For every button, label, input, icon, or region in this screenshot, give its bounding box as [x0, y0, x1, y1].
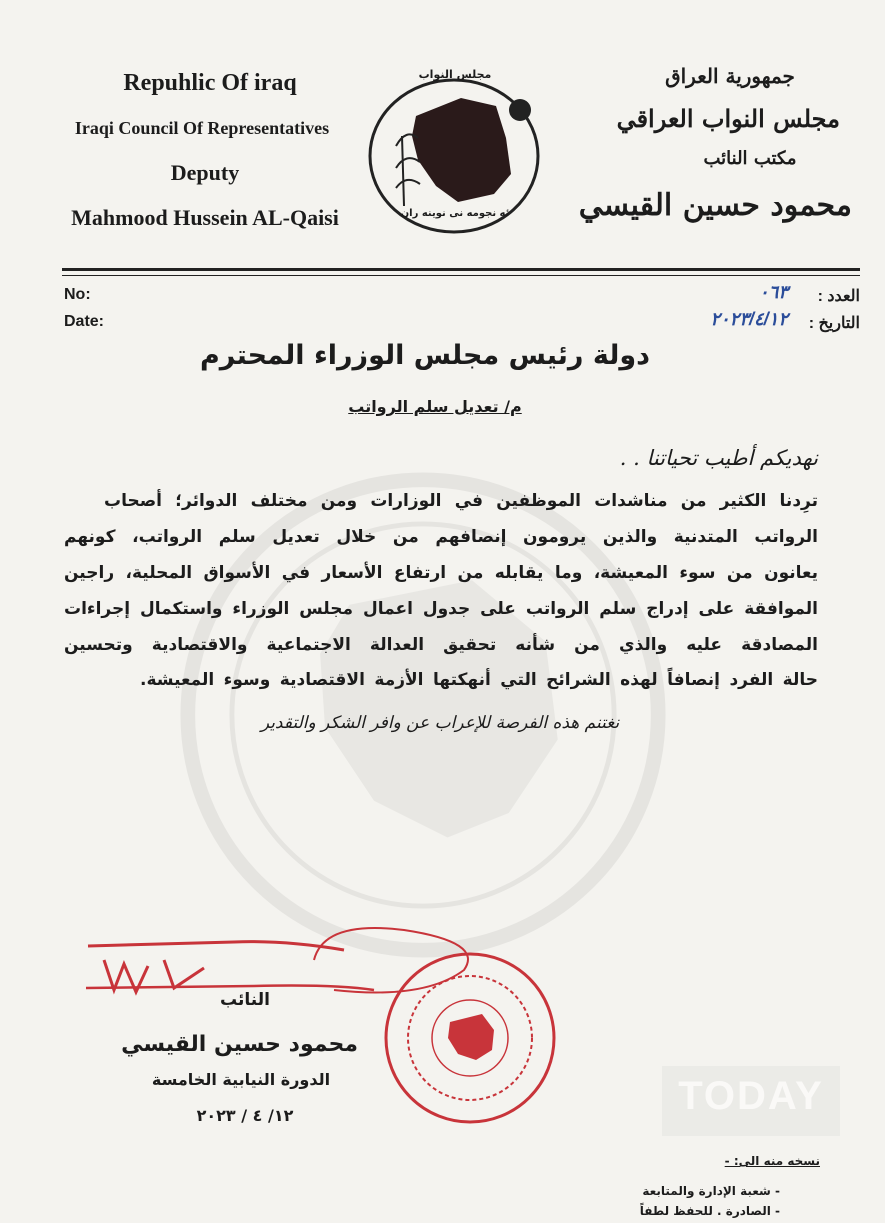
subject-line: م/ تعديل سلم الرواتب — [348, 397, 522, 416]
body-line: المصادقة عليه والذي من شأنه تحقيق العدالة الاجتماعية والاقتصادية وتحسين — [64, 635, 818, 655]
date-label-ar: التاريخ : — [808, 315, 860, 332]
logo-bottom-text: ئه نجومه نى نوينه ران — [400, 208, 510, 219]
body-line: يعانون من سوء المعيشة، وما يقابله من ارتفاع الأسعار في الأسواق المحلية، راجين — [64, 563, 818, 583]
greeting: نهديكم أطيب تحياتنا . . — [619, 446, 818, 470]
signer-role: النائب — [220, 990, 270, 1010]
date-value: ٢٠٢٣/٤/١٢ — [710, 309, 788, 329]
copy-recipient: - الصادرة . للحفظ لطفاً — [639, 1204, 780, 1218]
recipient-title: دولة رئيس مجلس الوزراء المحترم — [199, 340, 650, 371]
letterhead-en-council: Iraqi Council Of Representatives — [74, 118, 330, 138]
body-line: حالة الفرد إنصافاً لهذه الشرائح التي أنهكتها الأزمة الاقتصادية وسوء المعيشة. — [140, 670, 818, 690]
body-line: ترِدنا الكثير من مناشدات الموظفين في الوزارات ومن مختلف الدوائر؛ أصحاب — [104, 491, 818, 511]
today-watermark-logo: TODAY — [662, 1066, 840, 1136]
body-line: الموافقة على إدراج سلم الرواتب على جدول اعمال مجلس الوزراء واستكمال إجراءات — [64, 599, 818, 619]
header-rule-thick — [62, 268, 860, 271]
header-rule-thin — [62, 275, 860, 276]
copy-recipient: - شعبة الإدارة والمتابعة — [642, 1184, 780, 1198]
signature-date: ١٢/ ٤ / ٢٠٢٣ — [196, 1106, 294, 1125]
letterhead-ar-name: محمود حسين القيسي — [578, 188, 852, 223]
parliamentary-session: الدورة النيابية الخامسة — [151, 1070, 331, 1089]
official-stamp — [382, 950, 558, 1126]
number-label-en: No: — [64, 286, 91, 303]
letterhead-en-country: Repuhlic Of iraq — [123, 70, 297, 96]
date-label-en: Date: — [64, 313, 105, 330]
copies-heading: نسخه منه الى: - — [724, 1154, 820, 1168]
closing-line: نغتنم هذه الفرصة للإعراب عن وافر الشكر والتقدير — [260, 713, 620, 733]
letterhead-ar-council: مجلس النواب العراقي — [616, 104, 840, 133]
number-value: ٠٦٣ — [758, 282, 788, 302]
logo-top-text: مجلس النواب — [418, 68, 492, 81]
letterhead-en-name: Mahmood Hussein AL-Qaisi — [71, 205, 339, 230]
signer-name: محمود حسين القيسي — [121, 1032, 358, 1057]
letterhead-ar-office: مكتب النائب — [703, 148, 797, 169]
letterhead-ar-country: جمهورية العراق — [665, 64, 795, 88]
body-line: الرواتب المتدنية والذين يرومون إنصافهم من خلال تعديل سلم الرواتب، كونهم — [64, 527, 818, 547]
number-label-ar: العدد : — [817, 288, 860, 305]
letterhead-en-deputy: Deputy — [170, 160, 240, 185]
